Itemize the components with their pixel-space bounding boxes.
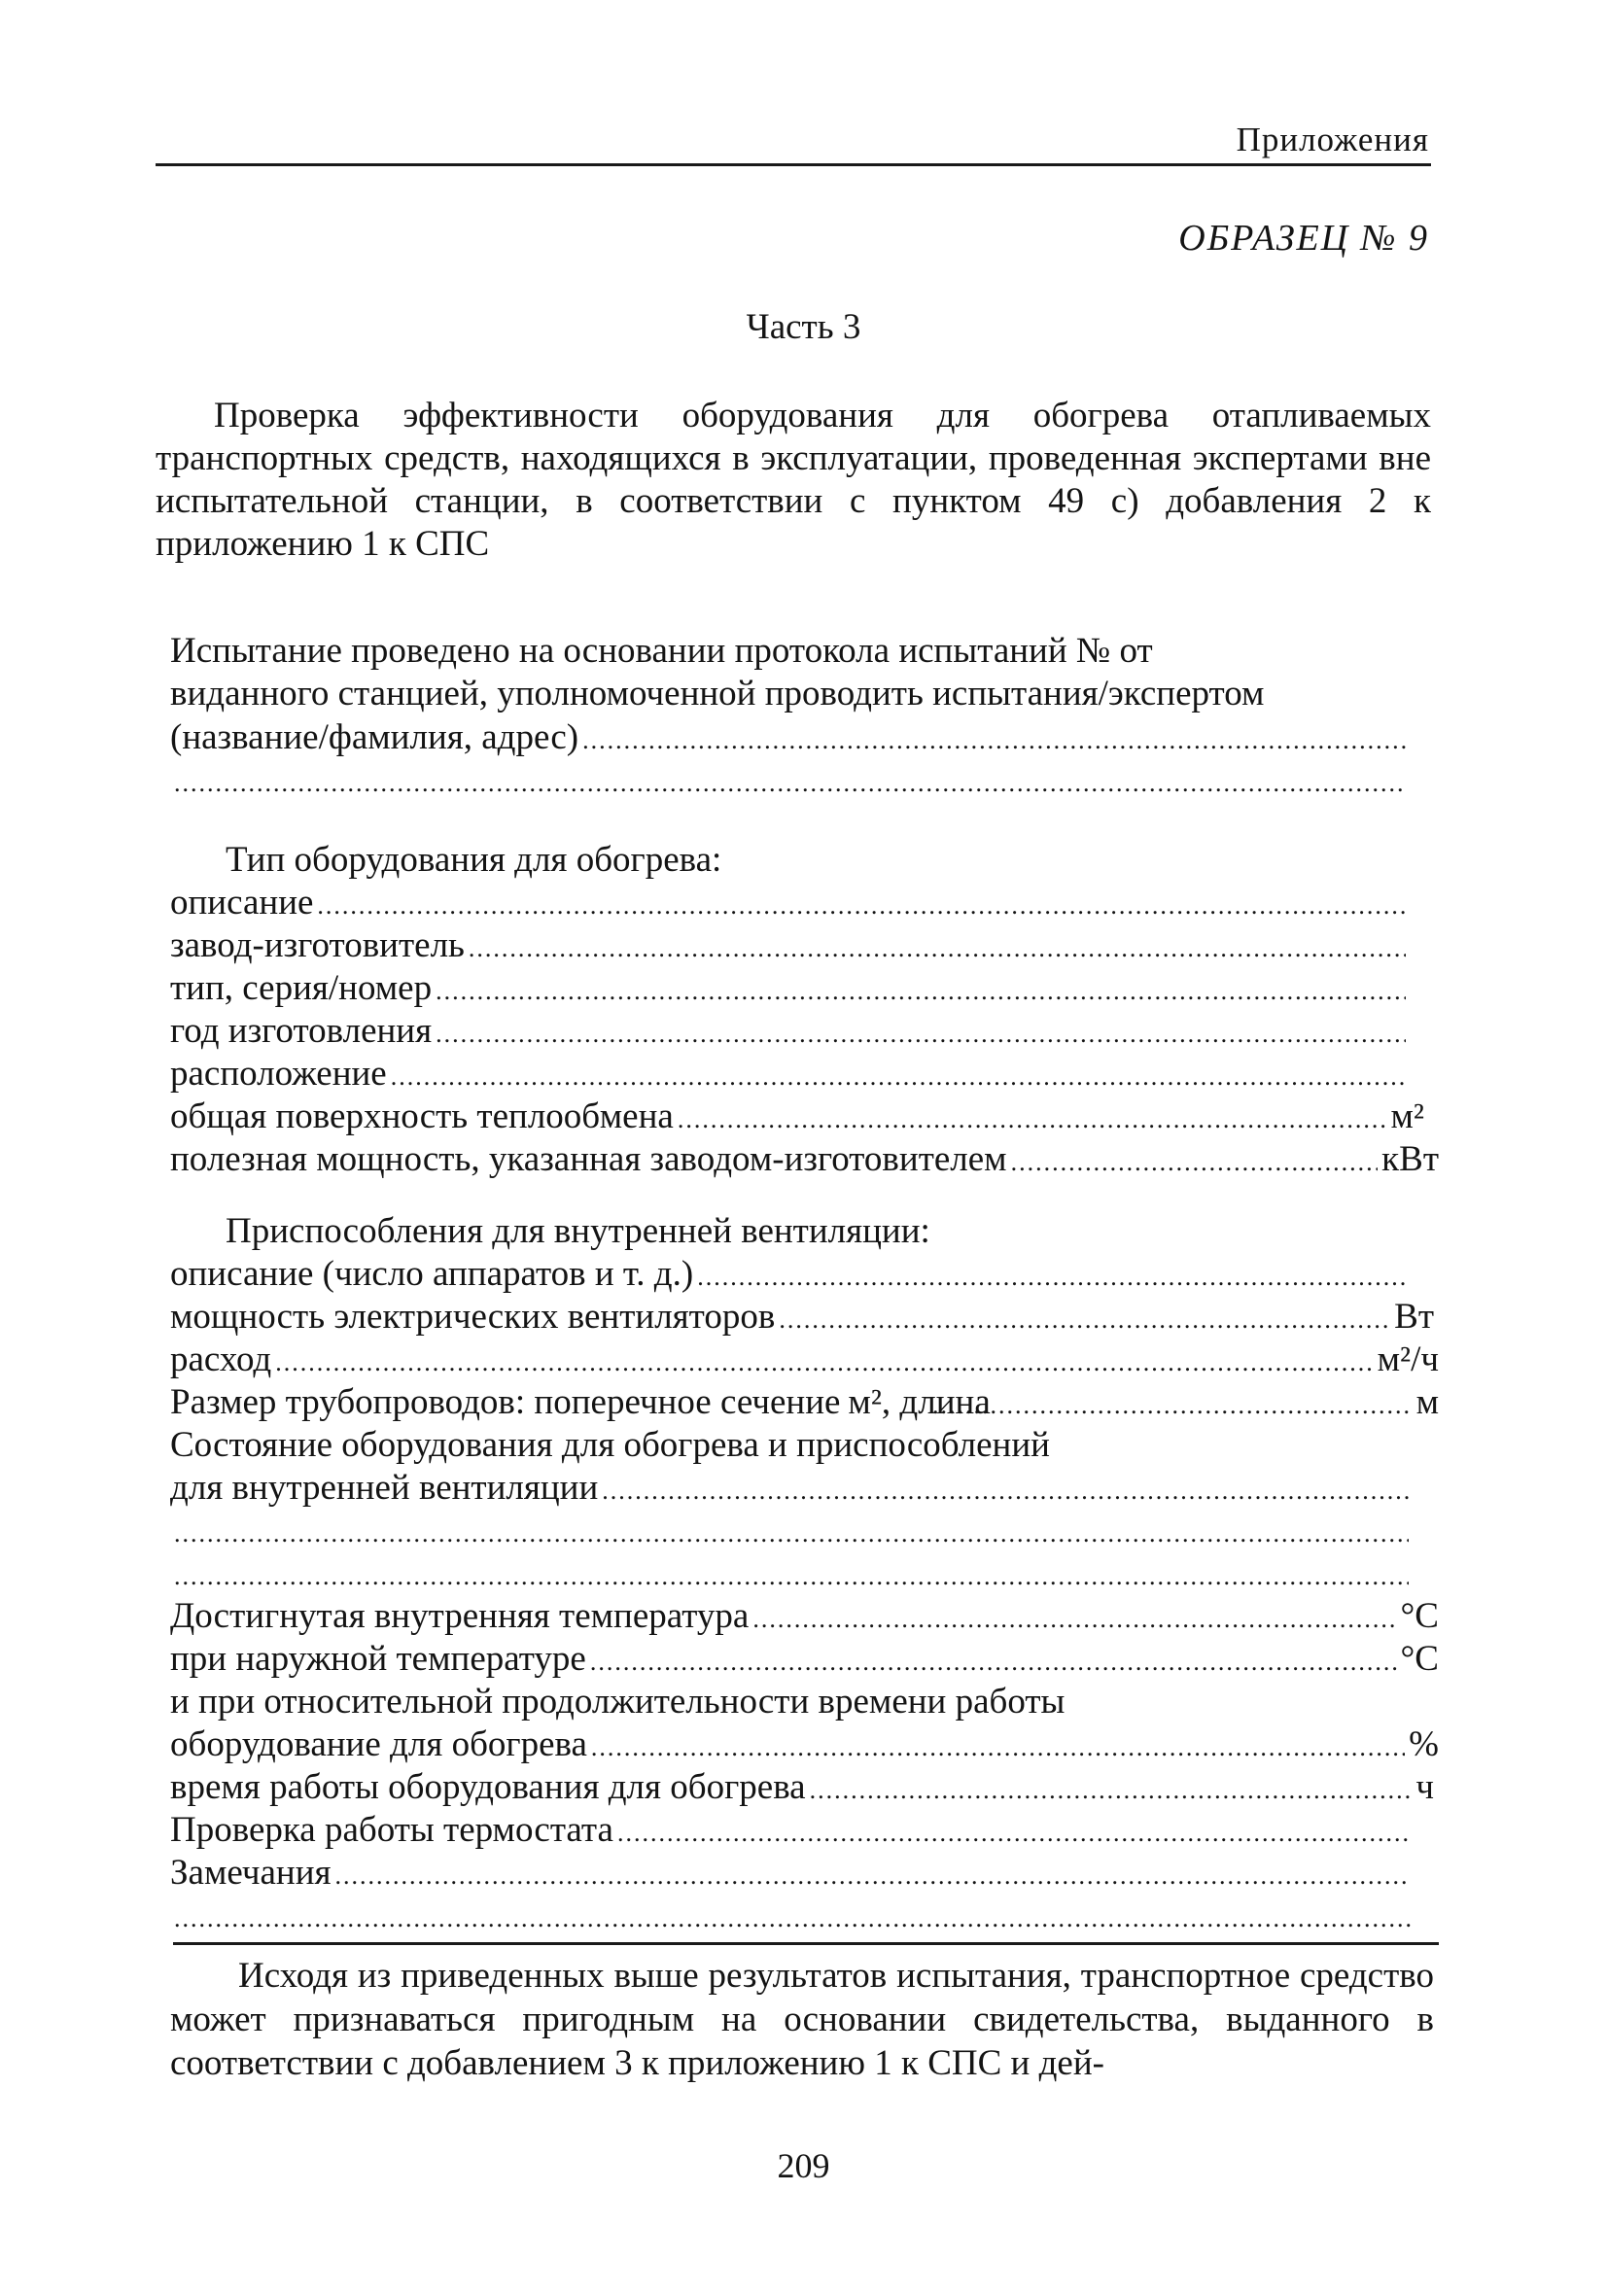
field-condition-cont-2[interactable] <box>170 1555 1413 1593</box>
fill-line <box>810 1769 1413 1807</box>
field-label: расположение <box>170 1054 387 1094</box>
field-remarks-cont[interactable] <box>170 1897 1415 1935</box>
fill-line <box>779 1299 1390 1337</box>
field-outer-temp[interactable] <box>170 1641 1439 1679</box>
part-title: Часть 3 <box>746 307 861 347</box>
field-flow[interactable] <box>170 1341 1439 1379</box>
relative-time-label: и при относительной продолжительности времени работы <box>170 1682 1066 1722</box>
basis-line-1: Испытание проведено на основании протокола испытаний № от <box>170 631 1153 671</box>
unit-kw: кВт <box>1381 1139 1439 1179</box>
field-rated-power[interactable] <box>170 1141 1439 1179</box>
unit-m2-length: м², длина <box>848 1382 991 1422</box>
fill-line <box>602 1470 1409 1508</box>
field-pipe-length[interactable] <box>928 1384 1439 1422</box>
fill-line <box>174 1897 1411 1935</box>
field-tester-name[interactable] <box>170 719 1410 757</box>
field-ventilation-description[interactable] <box>170 1256 1410 1294</box>
unit-m2: м² <box>1390 1096 1424 1136</box>
fill-line <box>174 1513 1409 1550</box>
fill-line <box>275 1341 1373 1379</box>
fill-line <box>697 1256 1406 1294</box>
field-inner-temp[interactable] <box>170 1598 1439 1636</box>
fill-line <box>174 1555 1409 1593</box>
field-label: мощность электрических вентиляторов <box>170 1297 776 1337</box>
running-head: Приложения <box>1236 121 1429 158</box>
unit-hours: ч <box>1415 1767 1434 1807</box>
condition-label-line-1: Состояние оборудования для обогрева и приспособлений <box>170 1425 1050 1465</box>
field-condition[interactable] <box>170 1470 1413 1508</box>
fill-line <box>582 719 1406 757</box>
fill-line <box>617 1812 1411 1850</box>
intro-paragraph: Проверка эффективности оборудования для обогрева отапливаемых транспортных средств, находящихся в эксплуатации, проведенная экспертами вне испытательной станции, в соответствии с пунктом 49 с) добавления 2 к приложению 1 к СПС <box>156 396 1431 564</box>
field-label: время работы оборудования для обогрева <box>170 1767 806 1807</box>
fill-line <box>391 1056 1406 1094</box>
field-manufacturer[interactable] <box>170 927 1410 965</box>
field-fan-power[interactable] <box>170 1299 1434 1337</box>
page-number: 209 <box>777 2146 830 2185</box>
fill-line <box>932 1384 1413 1422</box>
heating-heading: Тип оборудования для обогрева: <box>226 840 722 880</box>
unit-celsius: °С <box>1400 1639 1439 1679</box>
field-label: описание <box>170 883 314 922</box>
field-label: Замечания <box>170 1853 332 1893</box>
field-label: Проверка работы термостата <box>170 1810 613 1850</box>
unit-celsius: °С <box>1400 1596 1439 1636</box>
fill-line <box>1011 1141 1379 1179</box>
field-label: оборудование для обогрева <box>170 1724 587 1764</box>
field-heating-description[interactable] <box>170 885 1410 922</box>
test-basis <box>170 630 1419 715</box>
field-label: год изготовления <box>170 1011 433 1051</box>
fill-line <box>174 762 1406 800</box>
basis-line-2: виданного станцией, уполномоченной проводить испытания/экспертом <box>170 674 1265 713</box>
field-year[interactable] <box>170 1013 1410 1051</box>
fill-line <box>678 1098 1387 1136</box>
field-pipe-section[interactable] <box>170 1382 991 1422</box>
field-location[interactable] <box>170 1056 1410 1094</box>
field-equipment-percent[interactable] <box>170 1726 1439 1764</box>
ventilation-heading: Приспособления для внутренней вентиляции: <box>226 1211 930 1251</box>
unit-percent: % <box>1409 1724 1439 1764</box>
field-type-series[interactable] <box>170 970 1410 1008</box>
header-rule <box>156 163 1431 166</box>
fill-line <box>752 1598 1396 1636</box>
field-condition-cont-1[interactable] <box>170 1513 1413 1550</box>
conclusion-paragraph: Исходя из приведенных выше результатов испытания, транспортное средство может признаваться пригодным на основании свидетельства, выданного в соответствии с добавлением 3 к приложению 1 к СПС и дей- <box>170 1956 1434 2083</box>
field-label: полезная мощность, указанная заводом-изготовителем <box>170 1139 1007 1179</box>
fill-line <box>469 927 1406 965</box>
fill-line <box>436 1013 1406 1051</box>
field-label: при наружной температуре <box>170 1639 586 1679</box>
field-tester-address-cont[interactable] <box>170 762 1410 800</box>
unit-m: м <box>1415 1382 1439 1422</box>
field-thermostat[interactable] <box>170 1812 1415 1850</box>
field-heat-surface[interactable] <box>170 1098 1424 1136</box>
unit-w: Вт <box>1394 1297 1434 1337</box>
field-operating-time[interactable] <box>170 1769 1434 1807</box>
field-label: Размер трубопроводов: поперечное сечение <box>170 1382 841 1422</box>
fill-line <box>335 1855 1411 1893</box>
unit-m2-per-h: м²/ч <box>1377 1339 1439 1379</box>
fill-line <box>591 1726 1405 1764</box>
fill-line <box>317 885 1406 922</box>
field-label: тип, серия/номер <box>170 968 433 1008</box>
field-remarks[interactable] <box>170 1855 1415 1893</box>
fill-line <box>590 1641 1397 1679</box>
field-label: Достигнутая внутренняя температура <box>170 1596 750 1636</box>
field-label: (название/фамилия, адрес) <box>170 717 579 757</box>
section-divider <box>173 1942 1439 1945</box>
field-label: описание (число аппаратов и т. д.) <box>170 1254 694 1294</box>
field-label: для внутренней вентиляции <box>170 1468 599 1508</box>
field-label: общая поверхность теплообмена <box>170 1096 674 1136</box>
sample-number: ОБРАЗЕЦ № 9 <box>1178 218 1429 259</box>
field-label: расход <box>170 1339 272 1379</box>
fill-line <box>436 970 1406 1008</box>
field-label: завод-изготовитель <box>170 925 465 965</box>
